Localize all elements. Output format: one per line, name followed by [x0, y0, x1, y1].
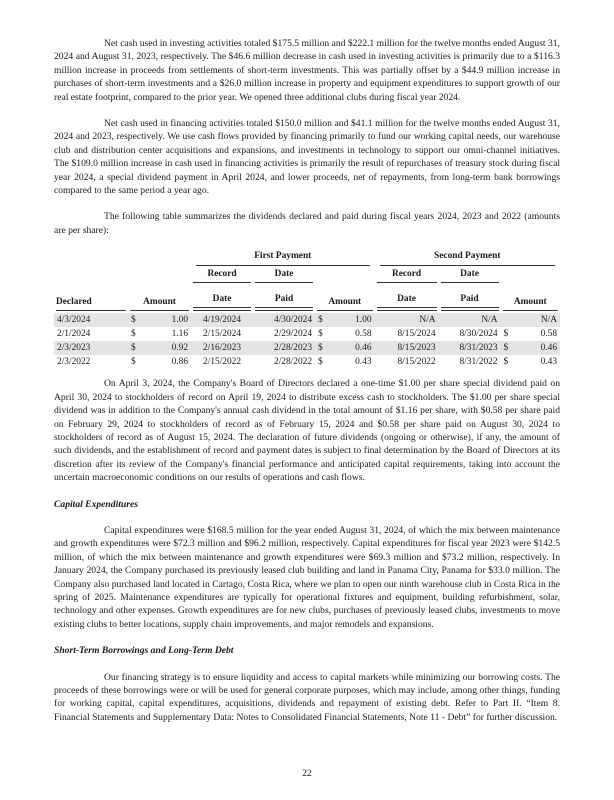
- second-record-date-cell: N/A: [375, 313, 439, 327]
- currency-symbol: $: [503, 329, 509, 340]
- second-amount-cell: 0.46: [517, 341, 560, 355]
- first-amount-cell: 0.46: [331, 341, 374, 355]
- document-page: [54, 37, 560, 724]
- paragraph-investing-activities: Net cash used in investing activities totaled $175.5 million and $222.1 million for the twelve months ended August 31, 2024 and August 31, 2023, respectively. The $46.6 million decrease in cash used in investing activities is primarily due to a $116.3 million increase in proceeds from settlements of short-term investments. This was partially offset by a $44.9 million increase in purchases of short-term investments and a $26.0 million increase in property and equipment expenditures to support growth of our real estate footprint, compared to the prior year. We opened three additional clubs during fiscal year 2024.: [54, 38, 560, 103]
- paragraph-special-dividend: On April 3, 2024, the Company's Board of Directors declared a one-time $1.00 per share special dividend paid on April 30, 2024 to stockholders of record on April 19, 2024 to distribute excess cash to stockholders. The $1.00 per share special dividend was in addition to the Company's annual cash dividend in the total amount of $1.16 per share, with $0.58 per share paid on February 29, 2024 to stockholders of record as of February 15, 2024 and $0.58 per share paid on August 30, 2024 to stockholders of record as of August 15, 2024. The declaration of future dividends (ongoing or otherwise), if any, the amount of such dividends, and the establishment of record and payment dates is subject to final determination by the Board of Directors at its discretion after its review of the Company's financial performance and anticipated capital requirements, taking into account the uncertain macroeconomic conditions on our results of operations and cash flows.: [54, 378, 560, 484]
- currency-symbol: $: [503, 357, 509, 368]
- currency-symbol: $: [131, 357, 136, 368]
- column-header-second-record-date: Record Date: [375, 269, 439, 313]
- second-amount-cell: N/A: [517, 313, 560, 327]
- second-date-paid-cell: 8/31/2022: [459, 357, 498, 368]
- first-date-paid-cell: 4/30/2024: [253, 313, 315, 327]
- column-header-first-amount: Amount: [315, 269, 374, 313]
- paragraph-financing-activities: Net cash used in financing activities totaled $150.0 million and $41.1 million for the twelve months ended August 31, 2024 and 2023, respectively. We use cash flows provided by financing primarily to fund our working capital needs, our warehouse club and distribution center acquisitions and expansions, and investments in technology to support our omni-channel initiatives. The $109.0 million increase in cash used in financing activities is primarily the result of repurchases of treasury stock during fiscal year 2024, a special dividend payment in April 2024, and lower proceeds, net of repayments, from long-term bank borrowings compared to the same period a year ago.: [54, 118, 560, 197]
- currency-symbol: $: [315, 341, 331, 355]
- amount-cell: 1.00: [144, 313, 191, 327]
- first-record-date-cell: 2/16/2023: [191, 341, 253, 355]
- section-heading-capital-expenditures: Capital Expenditures: [54, 498, 138, 510]
- currency-symbol: $: [128, 341, 144, 355]
- page-number: 22: [302, 768, 312, 779]
- first-amount-cell: 0.43: [355, 357, 372, 368]
- declared-date-cell: 4/3/2024: [54, 313, 128, 327]
- paragraph-table-intro: The following table summarizes the dividends declared and paid during fiscal years 2024, 2023 and 2022 (amounts are per share):: [54, 211, 560, 236]
- declared-date-cell: 2/3/2022: [57, 357, 91, 368]
- currency-symbol: $: [501, 341, 517, 355]
- first-record-date-cell: 2/15/2022: [203, 357, 242, 368]
- second-amount-cell: 0.43: [540, 357, 557, 368]
- section-heading-debt: Short-Term Borrowings and Long-Term Debt: [54, 645, 234, 657]
- table-row: [54, 327, 560, 341]
- currency-symbol: $: [318, 357, 323, 368]
- currency-symbol: $: [315, 313, 331, 327]
- group-header-first-payment: First Payment: [191, 251, 374, 269]
- column-header-second-amount: Amount: [501, 269, 560, 313]
- paragraph-debt: Our financing strategy is to ensure liquidity and access to capital markets while minimizing our borrowing costs. The proceeds of these borrowings were or will be used for general corporate purposes, which may include, among other things, funding for working capital, capital expenditures, acquisitions, dividends and repayment of existing debt. Refer to Part II. “Item 8. Financial Statements and Supplementary Data: Notes to Consolidated Financial Statements, Note 11 - Debt” for further discussion.: [54, 671, 560, 723]
- second-date-paid-cell: N/A: [439, 313, 501, 327]
- second-date-paid-cell: 8/30/2024: [459, 329, 498, 340]
- second-record-date-cell: 8/15/2022: [397, 357, 436, 368]
- column-header-first-record-date: Record Date: [191, 269, 253, 313]
- first-date-paid-cell: 2/29/2024: [274, 329, 313, 340]
- first-record-date-cell: 2/15/2024: [203, 329, 242, 340]
- group-header-second-payment: Second Payment: [375, 251, 560, 269]
- currency-symbol: $: [318, 329, 323, 340]
- second-amount-cell: 0.58: [540, 329, 557, 340]
- dividends-table: [54, 251, 560, 369]
- currency-symbol: $: [131, 329, 136, 340]
- second-record-date-cell: 8/15/2024: [397, 329, 436, 340]
- table-row: [54, 313, 560, 327]
- second-date-paid-cell: 8/31/2023: [439, 341, 501, 355]
- first-record-date-cell: 4/19/2024: [191, 313, 253, 327]
- column-header-second-date-paid: Date Paid: [439, 269, 501, 313]
- first-amount-cell: 0.58: [355, 329, 372, 340]
- first-amount-cell: 1.00: [331, 313, 374, 327]
- first-date-paid-cell: 2/28/2023: [253, 341, 315, 355]
- paragraph-capital-expenditures: Capital expenditures were $168.5 million for the year ended August 31, 2024, of which the mix between maintenance and growth expenditures were $72.3 million and $96.2 million, respectively. Capital expenditures for fiscal year 2023 were $142.5 million, of which the mix between maintenance and growth expenditures were $69.3 million and $73.2 million, respectively. In January 2024, the Company purchased its previously leased club building and land in Panama City, Panama for $33.0 million. The Company also purchased land located in Cartago, Costa Rica, where we plan to open our ninth warehouse club in Costa Rica in the spring of 2025. Maintenance expenditures are typically for operational fixtures and equipment, building refurbishment, solar, technology and other expenses. Growth expenditures are for new clubs, purchases of previously leased clubs, investments to move existing clubs to better locations, supply chain improvements, and major remodels and expansions.: [54, 524, 560, 630]
- table-row: [54, 355, 560, 369]
- column-header-declared: Declared: [54, 269, 128, 313]
- declared-date-cell: 2/1/2024: [57, 329, 91, 340]
- first-date-paid-cell: 2/28/2022: [274, 357, 313, 368]
- currency-symbol: [501, 313, 517, 327]
- declared-date-cell: 2/3/2023: [54, 341, 128, 355]
- table-row: [54, 341, 560, 355]
- column-header-first-date-paid: Date Paid: [253, 269, 315, 313]
- amount-cell: 0.92: [144, 341, 191, 355]
- amount-cell: 1.16: [171, 329, 189, 340]
- second-record-date-cell: 8/15/2023: [375, 341, 439, 355]
- column-header-amount: Amount: [128, 269, 191, 313]
- currency-symbol: $: [128, 313, 144, 327]
- amount-cell: 0.86: [171, 357, 189, 368]
